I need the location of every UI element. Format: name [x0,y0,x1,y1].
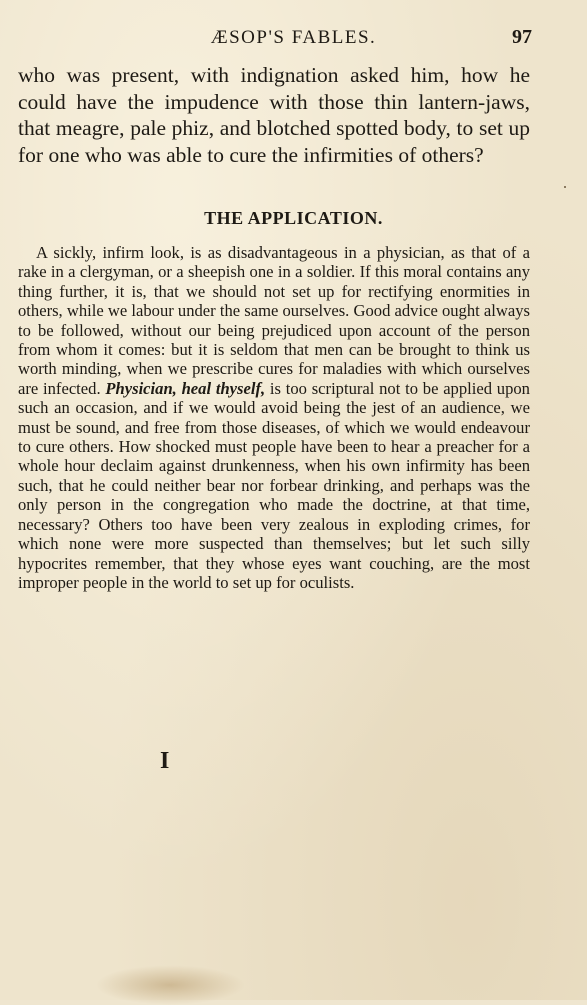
ink-speck [564,186,566,188]
application-text [18,243,530,592]
running-head: ÆSOP'S FABLES. [210,27,377,48]
italic-quotation: Physician, heal thyself, [105,378,266,398]
application-text-part-1: A sickly, infirm look, is as disadvantageous in a physician, as that of a rake in a clergyman, or a sheepish one in a soldier. If this moral contains any thing further, it is, that we should not set up for rectifying enormities in others, while we labour under the same ourselves. Good advice ought always to be followed, without our being prejudiced upon account of the person from whom it comes: but it is seldom that men can be brought to think us worth minding, when we prescribe cures for maladies with which ourselves are infected. [18,243,530,398]
signature-mark: I [160,748,170,774]
fable-text: who was present, with indignation asked him, how he could have the impudence with those thin lantern-jaws, that meagre, pale phiz, and blotched spotted body, to set up for one who was able to cure the infirmities of others? [18,63,530,167]
paper-stain [95,965,245,1005]
page-header [0,27,587,51]
application-title: THE APPLICATION. [204,208,383,228]
application-text-part-2: is too scriptural not to be applied upon such an occasion, and if we would avoid being the jest of an audience, we must be sound, and free from those diseases, of which we would endeavour to cure others. How shocked must people have been to hear a preacher for a whole hour declaim against drunkenness, when his own infirmity has been such, that he could neither bear nor forbear drinking, and perhaps was the only person in the congregation who made the doctrine, at that time, necessary? Others too have been very zealous in exploding crimes, for which none were more suspected than themselves; but let such silly hypocrites remember, that they whose eyes want couching, are the most improper people in the world to set up for oculists. [18,378,530,592]
page-number: 97 [512,26,532,48]
